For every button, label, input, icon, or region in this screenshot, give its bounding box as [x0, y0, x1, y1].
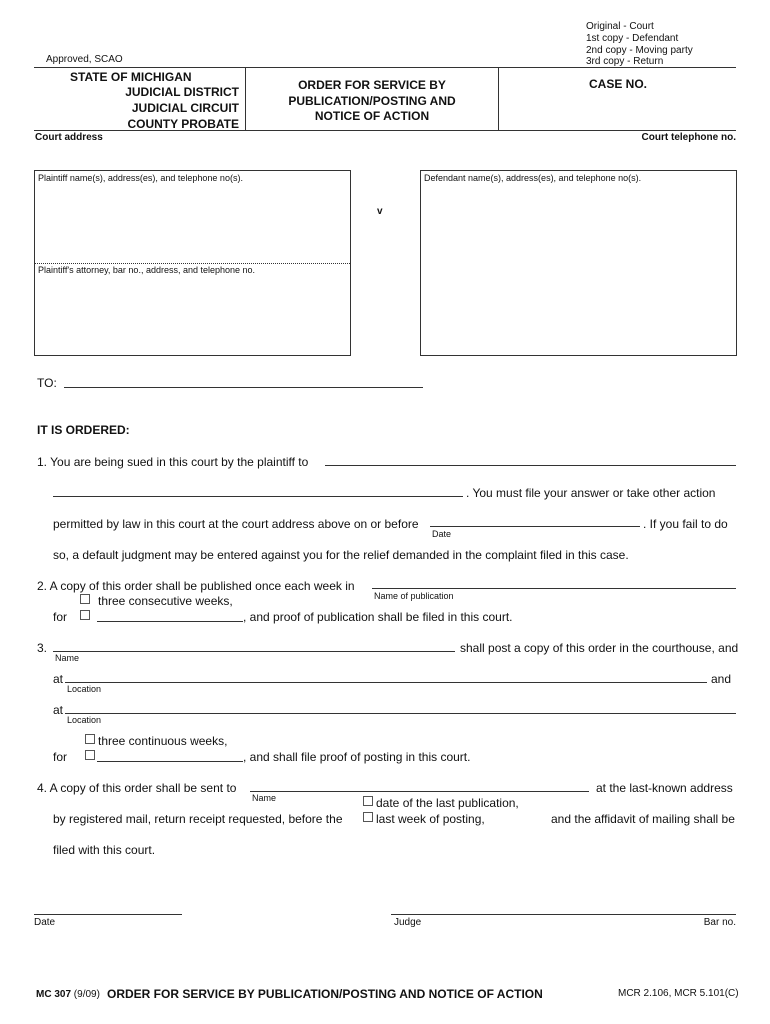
item1-lead: 1. You are being sued in this court by the plaintiff to [37, 455, 309, 469]
it-is-ordered: IT IS ORDERED: [37, 423, 130, 437]
item4-registered: by registered mail, return receipt requested, before the [53, 812, 343, 826]
judge-signature-field[interactable] [391, 914, 736, 915]
copy-return: 3rd copy - Return [586, 56, 664, 67]
answer-date-field[interactable] [430, 526, 640, 527]
item3-and: and [711, 672, 732, 686]
location-caption-1: Location [67, 684, 102, 694]
form-number: MC 307 [36, 989, 72, 1000]
item3-num: 3. [37, 641, 48, 655]
attorney-divider [35, 263, 350, 264]
form-title-line-2: PUBLICATION/POSTING AND [288, 94, 456, 108]
court-address-label: Court address [35, 132, 103, 143]
item1-answer: . You must file your answer or take other action [466, 486, 716, 500]
item4-affidavit: and the affidavit of mailing shall be [551, 812, 735, 826]
judge-label: Judge [394, 917, 422, 928]
item2-proof: , and proof of publication shall be filed in this court. [243, 610, 513, 624]
bar-no-label: Bar no. [703, 917, 736, 928]
judicial-district: JUDICIAL DISTRICT [125, 85, 239, 99]
publication-caption: Name of publication [374, 591, 454, 601]
item4-opt1: date of the last publication, [376, 796, 519, 810]
item4-filed: filed with this court. [53, 843, 156, 857]
item2-lead: 2. A copy of this order shall be published once each week in [37, 579, 355, 593]
mail-recipient-field[interactable] [250, 791, 589, 792]
posting-name-caption: Name [55, 653, 80, 663]
posting-other-checkbox[interactable] [85, 750, 95, 760]
signature-date-label: Date [34, 917, 56, 928]
copy-original: Original - Court [586, 21, 654, 32]
footer-rules: MCR 2.106, MCR 5.101(C) [618, 988, 739, 999]
footer-form-number [36, 989, 100, 1000]
judicial-circuit: JUDICIAL CIRCUIT [131, 101, 239, 115]
last-publication-checkbox[interactable] [363, 796, 373, 806]
posting-other-field[interactable] [97, 761, 243, 762]
item1-fail: . If you fail to do [643, 517, 728, 531]
other-period-field[interactable] [97, 621, 243, 622]
header-divider-right [498, 68, 499, 131]
other-period-checkbox[interactable] [80, 610, 90, 620]
item4-lead: 4. A copy of this order shall be sent to [37, 781, 237, 795]
item3-post: shall post a copy of this order in the courthouse, and [460, 641, 739, 655]
item2-for: for [53, 610, 68, 624]
item4-opt2: last week of posting, [376, 812, 485, 826]
footer-title: ORDER FOR SERVICE BY PUBLICATION/POSTING AND NOTICE OF ACTION [107, 987, 543, 1001]
to-field[interactable] [64, 387, 423, 388]
item3-at-2: at [53, 703, 64, 717]
attorney-label: Plaintiff's attorney, bar no., address, and telephone no. [38, 265, 256, 275]
item4-last-known: at the last-known address [596, 781, 733, 795]
item3-three-weeks: three continuous weeks, [98, 734, 228, 748]
posting-name-field[interactable] [53, 651, 455, 652]
signature-date-field[interactable] [34, 914, 182, 915]
copy-defendant: 1st copy - Defendant [586, 33, 679, 44]
state-of-michigan: STATE OF MICHIGAN [70, 70, 192, 84]
three-weeks-checkbox[interactable] [80, 594, 90, 604]
versus: v [377, 206, 383, 217]
header-top-rule [34, 67, 736, 68]
item3-for: for [53, 750, 68, 764]
publication-name-field[interactable] [372, 588, 736, 589]
continuous-weeks-checkbox[interactable] [85, 734, 95, 744]
form-title-line-1: ORDER FOR SERVICE BY [298, 78, 446, 92]
plaintiff-purpose-field[interactable] [325, 465, 736, 466]
item3-at-1: at [53, 672, 64, 686]
location-field-2[interactable] [65, 713, 736, 714]
defendant-box[interactable] [420, 170, 737, 356]
defendant-label: Defendant name(s), address(es), and telephone no(s). [424, 173, 642, 183]
form-title-line-3: NOTICE OF ACTION [314, 109, 430, 123]
form-revision: (9/09) [73, 989, 100, 1000]
item1-permitted: permitted by law in this court at the court address above on or before [53, 517, 419, 531]
plaintiff-purpose-field-2[interactable] [53, 496, 463, 497]
copy-moving-party: 2nd copy - Moving party [586, 45, 693, 56]
approved-scao: Approved, SCAO [46, 54, 123, 65]
last-posting-checkbox[interactable] [363, 812, 373, 822]
plaintiff-label: Plaintiff name(s), address(es), and telephone no(s). [38, 173, 243, 183]
item1-default: so, a default judgment may be entered against you for the relief demanded in the complaint filed in this case. [53, 548, 629, 562]
to-label: TO: [37, 376, 57, 390]
location-field-1[interactable] [65, 682, 707, 683]
item3-proof: , and shall file proof of posting in this court. [243, 750, 471, 764]
county-probate: COUNTY PROBATE [127, 117, 239, 131]
item2-three-weeks: three consecutive weeks, [98, 594, 233, 608]
location-caption-2: Location [67, 715, 102, 725]
answer-date-caption: Date [432, 529, 452, 539]
case-no-label: CASE NO. [589, 77, 648, 91]
mail-name-caption: Name [252, 793, 277, 803]
court-phone-label: Court telephone no. [641, 132, 736, 143]
